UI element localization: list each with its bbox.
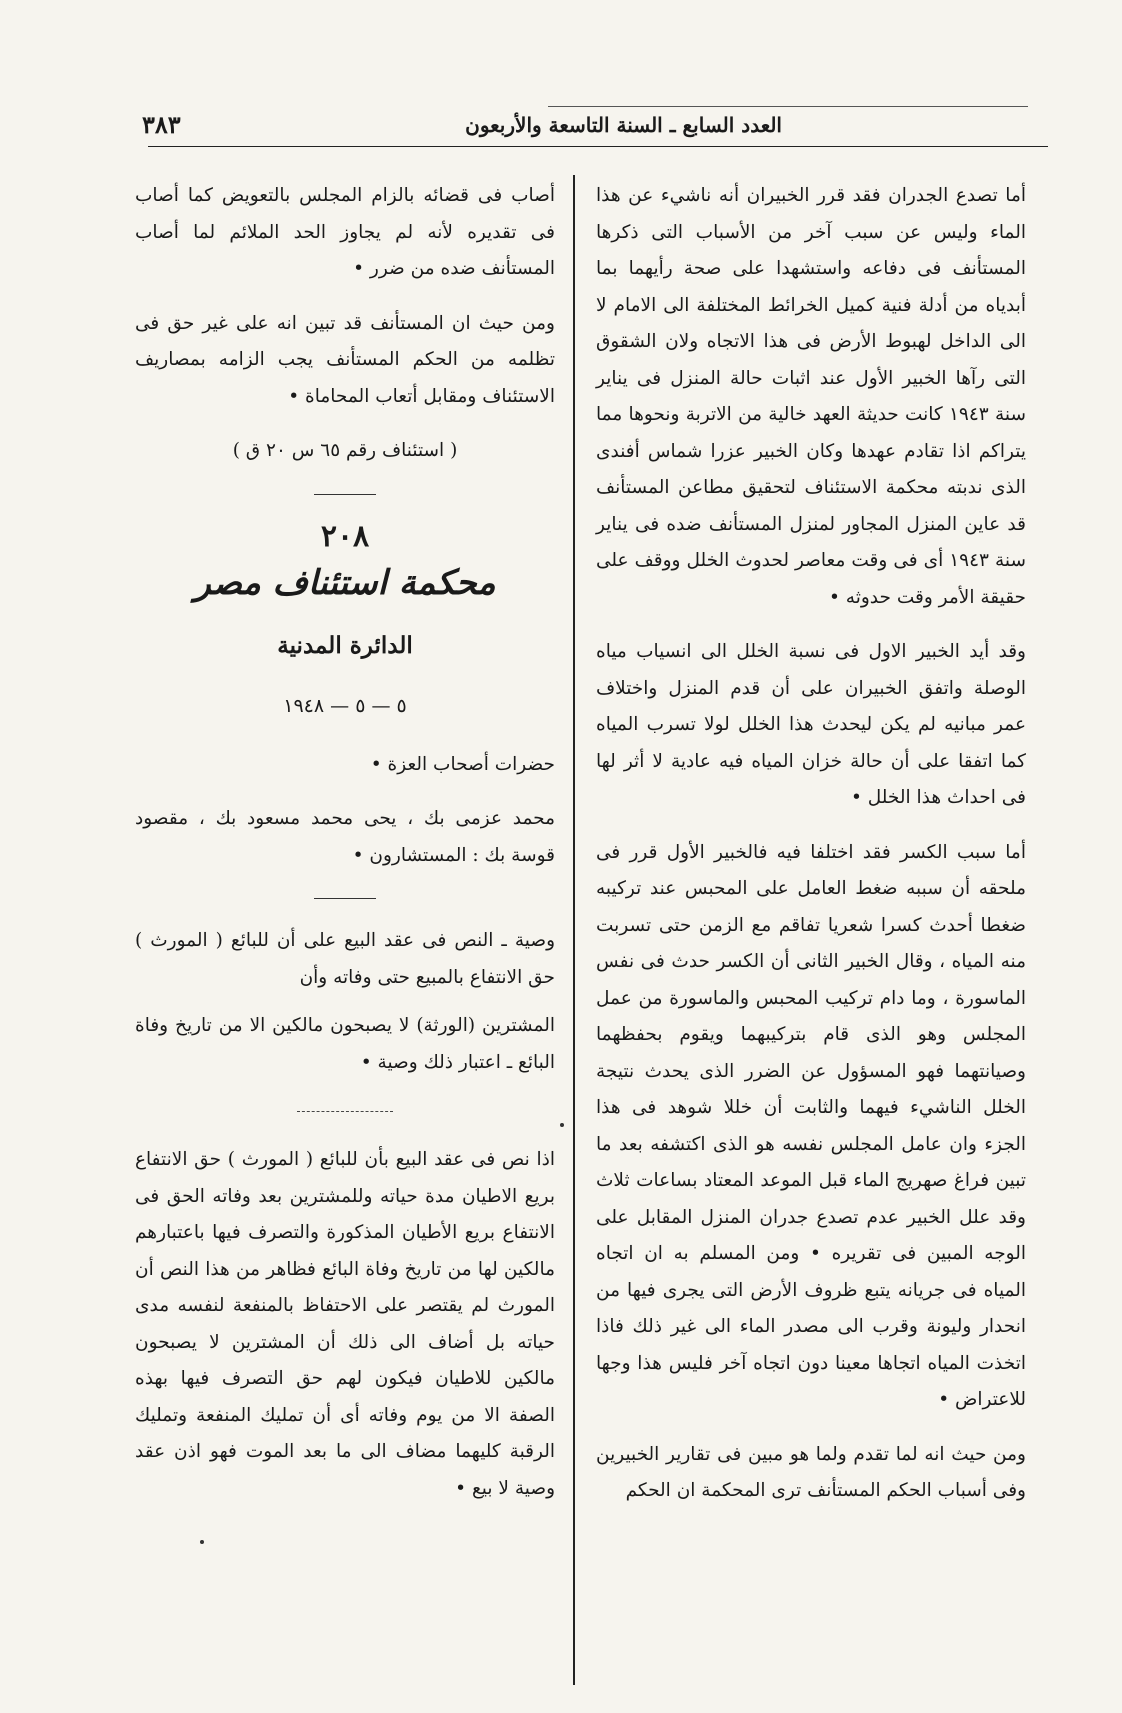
paragraph: أما سبب الكسر فقد اختلفا فيه فالخبير الأول قرر فى ملحقه أن سببه ضغط العامل على المحبس عند تركيبه ضغطا أحدث كسرا شعريا تفاقم مع الزمن حتى تسربت منه المياه ، وقال الخبير الثانى أن الكسر حدث فى نفس الماسورة ، وما دام تركيب المحبس والماسورة من عمل المجلس وهو الذى قام بتركيبهما ويقوم بحفظهما وصيانتهما فهو المسؤول عن الضرر الذى يحدث نتيجة الخلل الناشيء فيهما والثابت أن خللا شوهد فى هذا الجزء وان عامل المجلس نفسه هو الذى اكتشفه بعد ما تبين فراغ صهريج الماء قبل الموعد المعتاد بساعات ثلاث وقد علل الخبير عدم تصدع جدران المنزل المقابل على الوجه المبين فى تقريره • ومن المسلم به ان اتجاه المياه فى جريانه يتبع ظروف الأرض التى يجرى فيها من انحدار وليونة وقرب الى مصدر الماء الى غير ذلك فاذا اتخذت المياه اتجاها معينا دون اتجاه آخر فليس هذا وجها للاعتراض • [596,841,1026,1410]
running-title: العدد السابع ـ السنة التاسعة والأربعون [465,113,782,137]
case-summary [135,923,555,1081]
summary-line: المشترين (الورثة) لا يصبحون مالكين الا من تاريخ وفاة البائع ـ اعتبار ذلك وصية • [135,1015,555,1073]
paragraph: أما تصدع الجدران فقد قرر الخبيران أنه ناشيء عن هذا الماء وليس عن سبب آخر من الأسباب التى ذكرها المستأنف فى دفاعه واستشهدا على صحة رأيهما بما أبدياه من أدلة فنية كميل الخرائط المختلفة الى الامام لا الى الداخل لهبوط الأرض فى هذا الاتجاه ولان الشقوق التى رآها الخبير الأول عند اثبات حالة المنزل فى يناير سنة ١٩٤٣ كانت حديثة العهد خالية من الاتربة ونحوها مما يتراكم اذا تقادم عهدها وكان الخبير عزرا شماس أفندى الذى ندبته محكمة الاستئناف لتحقيق مطاعن المستأنف قد عاين المنزل المجاور لمنزل المستأنف ضده فى يناير سنة ١٩٤٣ أى فى وقت معاصر لحدوث الخلل ووقف على حقيقة الأمر وقت حدوثه • [596,185,1026,608]
paragraph: أصاب فى قضائه بالزام المجلس بالتعويض كما أصاب فى تقديره لأنه لم يجاوز الحد الملائم لما أصاب المستأنف ضده من ضرر • [135,185,555,279]
appeal-reference: ( استئناف رقم ٦٥ س ٢٠ ق ) [232,440,458,461]
column-divider [573,175,575,1685]
chamber-title: الدائرة المدنية [277,631,413,659]
paragraph: ومن حيث انه لما تقدم ولما هو مبين فى تقارير الخبيرين وفى أسباب الحكم المستأنف ترى المحكمة ان الحكم [596,1443,1026,1501]
court-title: محكمة استئناف مصر [194,563,496,603]
right-column [596,178,1026,1528]
page-number: ٣٨٣ [142,110,181,139]
summary-line: وصية ـ النص فى عقد البيع على أن للبائع ( المورث ) حق الانتفاع بالمبيع حتى وفاته وأن [135,930,555,988]
presence-title: حضرات أصحاب العزة • [370,753,555,775]
decision-date: ٥ — ٥ — ١٩٤٨ [283,695,407,717]
speck [200,1540,204,1544]
paragraph: ومن حيث ان المستأنف قد تبين انه على غير حق فى تظلمه من الحكم المستأنف يجب الزامه بمصاريف الاستئناف ومقابل أتعاب المحاماة • [135,312,555,407]
dashed-divider [297,1111,393,1112]
section-divider [314,494,376,495]
header-rule [148,146,1048,147]
section-divider [314,898,376,899]
paragraph: وقد أيد الخبير الاول فى نسبة الخلل الى انسياب مياه الوصلة واتفق الخبيران على أن قدم المنزل واختلاف عمر مبانيه لم يكن ليحدث هذا الخلل لولا تسرب المياه كما اتفقا على أن حالة خزان المياه فيه عادية لا أثر لها فى احداث هذا الخلل • [596,641,1026,808]
holding-paragraph: اذا نص فى عقد البيع بأن للبائع ( المورث ) حق الانتفاع بريع الاطيان مدة حياته وللمشترين بعد وفاته الحق فى الانتفاع بريع الأطيان المذكورة والتصرف فيها باعتبارهم مالكين لها من تاريخ وفاة البائع فظاهر من هذا النص أن المورث لم يقتصر على الاحتفاظ بالمنفعة لنفسه مدى حياته بل أضاف الى ذلك أن المشترين لا يصبحون مالكين للاطيان فيكون لهم حق التصرف فيها بهذه الصفة الا من يوم وفاته أى أن تمليك المنفعة وتمليك الرقبة كليهما مضاف الى ما بعد الموت فهو اذن عقد وصية لا بيع • [135,1149,555,1499]
header-rule-top [548,106,1028,107]
case-number: ٢٠٨ [320,518,370,554]
left-column [135,178,555,1525]
speck [560,1123,564,1127]
judges-list: محمد عزمى بك ، يحى محمد مسعود بك ، مقصود قوسة بك : المستشارون • [135,808,555,866]
